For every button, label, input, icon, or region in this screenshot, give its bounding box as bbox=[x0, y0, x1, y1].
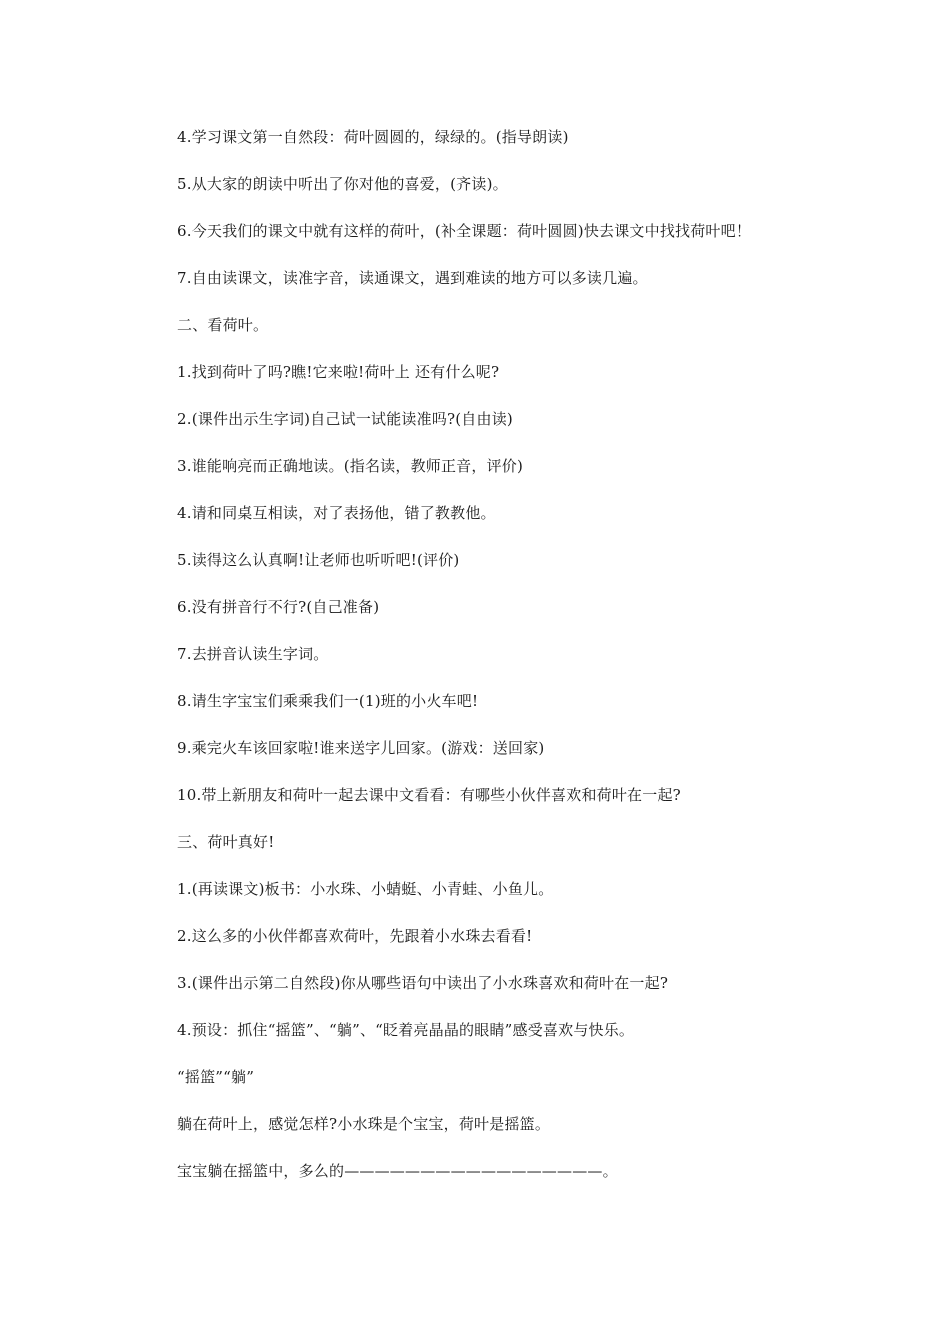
paragraph-line: 7.去拼音认读生字词。 bbox=[177, 645, 329, 663]
paragraph-line: 5.从大家的朗读中听出了你对他的喜爱，(齐读)。 bbox=[177, 175, 508, 193]
paragraph-line: 2.(课件出示生字词)自己试一试能读准吗?(自由读) bbox=[177, 410, 513, 428]
paragraph-line: 3.谁能响亮而正确地读。(指名读，教师正音，评价) bbox=[177, 457, 524, 475]
paragraph-line: 4.预设：抓住“摇篮”、“躺”、“眨着亮晶晶的眼睛”感受喜欢与快乐。 bbox=[177, 1021, 635, 1039]
paragraph-line: 6.今天我们的课文中就有这样的荷叶，(补全课题：荷叶圆圆)快去课文中找找荷叶吧！ bbox=[177, 222, 752, 240]
document-body bbox=[177, 124, 877, 1205]
paragraph-line: 10.带上新朋友和荷叶一起去课中文看看：有哪些小伙伴喜欢和荷叶在一起? bbox=[177, 786, 681, 804]
paragraph-line: 7.自由读课文，读准字音，读通课文，遇到难读的地方可以多读几遍。 bbox=[177, 269, 648, 287]
section-heading: 二、看荷叶。 bbox=[177, 316, 269, 334]
paragraph-line: 躺在荷叶上，感觉怎样?小水珠是个宝宝，荷叶是摇篮。 bbox=[177, 1115, 551, 1133]
paragraph-line: 1.(再读课文)板书：小水珠、小蜻蜓、小青蛙、小鱼儿。 bbox=[177, 880, 554, 898]
paragraph-line: 8.请生字宝宝们乘乘我们一(1)班的小火车吧! bbox=[177, 692, 479, 710]
section-heading: 三、荷叶真好! bbox=[177, 833, 275, 851]
paragraph-line: 4.请和同桌互相读，对了表扬他，错了教教他。 bbox=[177, 504, 496, 522]
paragraph-line: 9.乘完火车该回家啦!谁来送字儿回家。(游戏：送回家) bbox=[177, 739, 545, 757]
paragraph-line: 3.(课件出示第二自然段)你从哪些语句中读出了小水珠喜欢和荷叶在一起? bbox=[177, 974, 669, 992]
paragraph-line: 5.读得这么认真啊!让老师也听听吧!(评价) bbox=[177, 551, 460, 569]
paragraph-line: 2.这么多的小伙伴都喜欢荷叶，先跟着小水珠去看看! bbox=[177, 927, 533, 945]
paragraph-line: 1.找到荷叶了吗?瞧!它来啦!荷叶上 还有什么呢? bbox=[177, 363, 500, 381]
paragraph-line: 6.没有拼音行不行?(自己准备) bbox=[177, 598, 380, 616]
paragraph-line: 4.学习课文第一自然段：荷叶圆圆的，绿绿的。(指导朗读) bbox=[177, 128, 569, 146]
paragraph-line: 宝宝躺在摇篮中，多么的—————————————————。 bbox=[177, 1162, 618, 1180]
paragraph-line: “摇篮”“躺” bbox=[177, 1068, 255, 1086]
